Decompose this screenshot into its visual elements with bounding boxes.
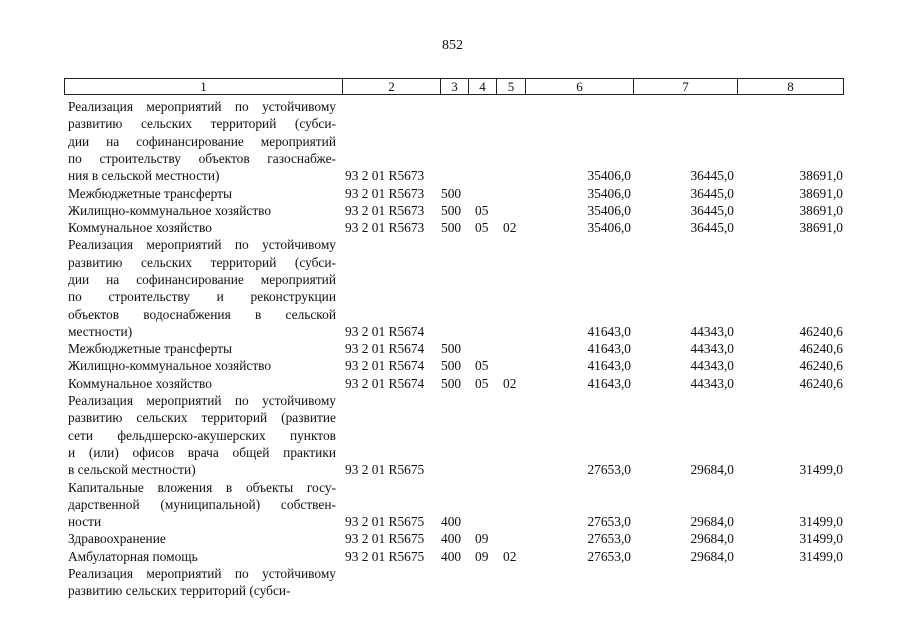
row-description xyxy=(68,340,336,357)
description-line: Коммунальное хозяйство xyxy=(68,375,212,391)
description-line: дии на софинансирование мероприятий xyxy=(68,271,336,287)
row-description xyxy=(68,565,336,600)
target-article-code: 93 2 01 R5674 xyxy=(345,358,425,374)
row-description xyxy=(68,392,336,478)
amount-year-3: 46240,6 xyxy=(799,341,843,357)
description-line: Амбулаторная помощь xyxy=(68,548,198,564)
table-row xyxy=(0,236,905,340)
target-article-code: 93 2 01 R5674 xyxy=(345,323,425,339)
description-line: развитию сельских территорий (развитие xyxy=(68,410,336,426)
amount-year-2: 36445,0 xyxy=(690,185,734,201)
column-header-table xyxy=(64,78,844,95)
amount-year-3: 38691,0 xyxy=(799,220,843,236)
target-article-code: 93 2 01 R5673 xyxy=(345,220,425,236)
amount-year-1: 35406,0 xyxy=(587,185,631,201)
target-article-code: 93 2 01 R5675 xyxy=(345,514,425,530)
column-header-5: 5 xyxy=(497,79,526,95)
page-number: 852 xyxy=(442,38,463,53)
table-row xyxy=(0,548,905,565)
budget-table-body xyxy=(0,98,905,600)
amount-year-3: 46240,6 xyxy=(799,358,843,374)
amount-year-2: 44343,0 xyxy=(690,323,734,339)
amount-year-1: 41643,0 xyxy=(587,323,631,339)
amount-year-3: 38691,0 xyxy=(799,202,843,218)
table-row xyxy=(0,392,905,479)
description-line: дарственной (муниципальной) собствен- xyxy=(68,496,336,512)
target-article-code: 93 2 01 R5673 xyxy=(345,185,425,201)
column-header-7: 7 xyxy=(634,79,738,95)
description-line: Реализация мероприятий по устойчивому xyxy=(68,99,336,114)
description-line: объектов водоснабжения в сельской xyxy=(68,306,336,322)
amount-year-1: 41643,0 xyxy=(587,358,631,374)
section-code: 09 xyxy=(475,531,489,547)
amount-year-3: 46240,6 xyxy=(799,323,843,339)
description-line: сети фельдшерско-акушерских пунктов xyxy=(68,427,336,443)
column-header-4: 4 xyxy=(469,79,497,95)
row-description xyxy=(68,479,336,531)
table-row xyxy=(0,375,905,392)
amount-year-1: 27653,0 xyxy=(587,514,631,530)
subsection-code: 02 xyxy=(503,548,517,564)
expense-type-code: 500 xyxy=(441,341,462,357)
expense-type-code: 400 xyxy=(441,548,462,564)
section-code: 05 xyxy=(475,202,489,218)
description-line: дии на софинансирование мероприятий xyxy=(68,133,336,149)
amount-year-2: 29684,0 xyxy=(690,514,734,530)
description-line: местности) xyxy=(68,323,133,339)
expense-type-code: 500 xyxy=(441,358,462,374)
target-article-code: 93 2 01 R5674 xyxy=(345,375,425,391)
amount-year-1: 41643,0 xyxy=(587,375,631,391)
amount-year-1: 35406,0 xyxy=(587,168,631,184)
expense-type-code: 400 xyxy=(441,531,462,547)
row-description xyxy=(68,357,336,374)
row-description xyxy=(68,530,336,547)
section-code: 09 xyxy=(475,548,489,564)
description-line: Реализация мероприятий по устойчивому xyxy=(68,393,336,409)
amount-year-3: 31499,0 xyxy=(799,531,843,547)
description-line: Межбюджетные трансферты xyxy=(68,185,232,201)
expense-type-code: 500 xyxy=(441,202,462,218)
description-line: по строительству и реконструкции xyxy=(68,289,336,305)
expense-type-code: 500 xyxy=(441,220,462,236)
amount-year-2: 36445,0 xyxy=(690,220,734,236)
row-description xyxy=(68,98,336,184)
amount-year-3: 31499,0 xyxy=(799,548,843,564)
target-article-code: 93 2 01 R5675 xyxy=(345,462,425,478)
table-row xyxy=(0,202,905,219)
section-code: 05 xyxy=(475,358,489,374)
description-line: и (или) офисов врача общей практики xyxy=(68,444,336,460)
row-description xyxy=(68,202,336,219)
description-line: развитию сельских территорий (субси- xyxy=(68,254,336,270)
row-description xyxy=(68,548,336,565)
description-line: Капитальные вложения в объекты госу- xyxy=(68,479,336,495)
description-line: Здравоохранение xyxy=(68,531,166,547)
table-row xyxy=(0,185,905,202)
amount-year-2: 29684,0 xyxy=(690,548,734,564)
section-code: 05 xyxy=(475,220,489,236)
description-line: развитию сельских территорий (субси- xyxy=(68,116,336,132)
amount-year-2: 44343,0 xyxy=(690,358,734,374)
column-header-6: 6 xyxy=(526,79,634,95)
target-article-code: 93 2 01 R5675 xyxy=(345,531,425,547)
column-header-2: 2 xyxy=(343,79,441,95)
amount-year-1: 35406,0 xyxy=(587,220,631,236)
amount-year-2: 36445,0 xyxy=(690,202,734,218)
amount-year-1: 27653,0 xyxy=(587,462,631,478)
amount-year-3: 38691,0 xyxy=(799,185,843,201)
amount-year-1: 41643,0 xyxy=(587,341,631,357)
description-line: Коммунальное хозяйство xyxy=(68,220,212,236)
description-line: Реализация мероприятий по устойчивому xyxy=(68,566,336,582)
target-article-code: 93 2 01 R5674 xyxy=(345,341,425,357)
expense-type-code: 500 xyxy=(441,375,462,391)
target-article-code: 93 2 01 R5673 xyxy=(345,168,425,184)
description-line: Межбюджетные трансферты xyxy=(68,341,232,357)
row-description xyxy=(68,236,336,340)
amount-year-2: 36445,0 xyxy=(690,168,734,184)
table-row xyxy=(0,340,905,357)
column-header-row xyxy=(65,79,844,95)
amount-year-3: 31499,0 xyxy=(799,462,843,478)
amount-year-3: 31499,0 xyxy=(799,514,843,530)
amount-year-1: 27653,0 xyxy=(587,548,631,564)
row-description xyxy=(68,219,336,236)
amount-year-2: 44343,0 xyxy=(690,375,734,391)
amount-year-3: 38691,0 xyxy=(799,168,843,184)
amount-year-1: 27653,0 xyxy=(587,531,631,547)
description-line: развитию сельских территорий (субси- xyxy=(68,583,291,599)
expense-type-code: 400 xyxy=(441,514,462,530)
table-row xyxy=(0,530,905,547)
amount-year-2: 29684,0 xyxy=(690,531,734,547)
column-header-3: 3 xyxy=(441,79,469,95)
section-code: 05 xyxy=(475,375,489,391)
table-row xyxy=(0,357,905,374)
description-line: в сельской местности) xyxy=(68,462,196,478)
description-line: Жилищно-коммунальное хозяйство xyxy=(68,202,272,218)
amount-year-2: 44343,0 xyxy=(690,341,734,357)
table-row xyxy=(0,479,905,531)
row-description xyxy=(68,375,336,392)
target-article-code: 93 2 01 R5673 xyxy=(345,202,425,218)
description-line: по строительству объектов газоснабже- xyxy=(68,150,336,166)
target-article-code: 93 2 01 R5675 xyxy=(345,548,425,564)
column-header-8: 8 xyxy=(738,79,844,95)
table-row xyxy=(0,98,905,185)
description-line: Реализация мероприятий по устойчивому xyxy=(68,237,336,253)
description-line: Жилищно-коммунальное хозяйство xyxy=(68,358,272,374)
expense-type-code: 500 xyxy=(441,185,462,201)
subsection-code: 02 xyxy=(503,375,517,391)
subsection-code: 02 xyxy=(503,220,517,236)
row-description xyxy=(68,185,336,202)
amount-year-3: 46240,6 xyxy=(799,375,843,391)
amount-year-2: 29684,0 xyxy=(690,462,734,478)
description-line: ности xyxy=(68,514,102,530)
description-line: ния в сельской местности) xyxy=(68,168,220,184)
table-row xyxy=(0,219,905,236)
amount-year-1: 35406,0 xyxy=(587,202,631,218)
column-header-1: 1 xyxy=(65,79,343,95)
table-row xyxy=(0,565,905,600)
